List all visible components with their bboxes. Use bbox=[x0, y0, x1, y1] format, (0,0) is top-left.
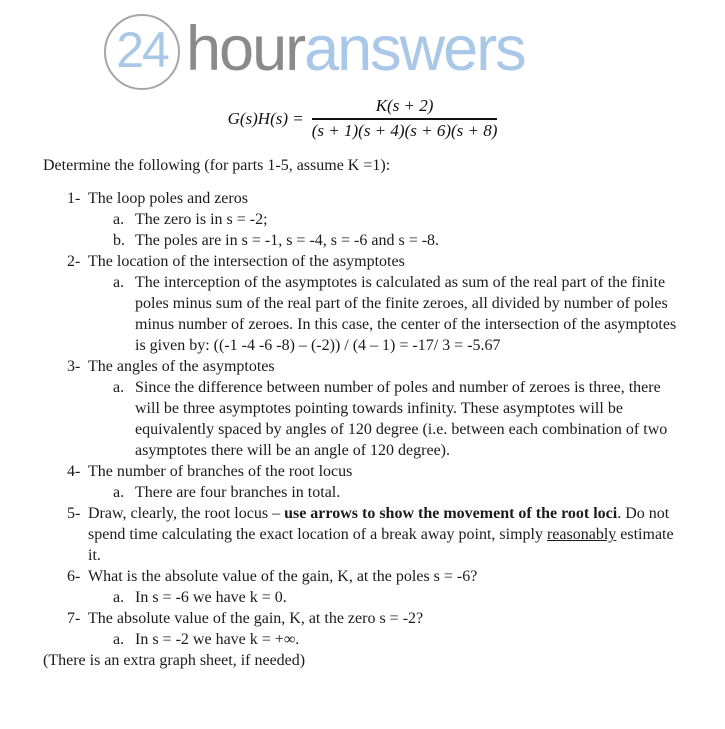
list-item-3 bbox=[0, 356, 725, 377]
logo-circle bbox=[104, 14, 180, 90]
list-item-5 bbox=[0, 503, 725, 566]
list-marker: 6- bbox=[67, 568, 81, 585]
list-item-7a bbox=[0, 629, 725, 650]
list-text: The absolute value of the gain, K, at the zero s = -2? bbox=[88, 610, 424, 627]
equation-lhs: G(s)H(s) = bbox=[227, 108, 304, 128]
list-item-4a bbox=[0, 482, 725, 503]
text-segment: . Do not spend time calculating the exact location of a break away point, simply bbox=[88, 505, 670, 543]
logo-24houranswers bbox=[104, 10, 725, 94]
list-text: In s = -2 we have k = +∞. bbox=[135, 631, 300, 648]
logo-wordmark bbox=[186, 13, 525, 87]
logo-word-hour: hour bbox=[186, 13, 305, 84]
list-text-rich bbox=[88, 503, 676, 566]
list-marker: 4- bbox=[67, 463, 81, 480]
list-item-2 bbox=[0, 251, 725, 272]
list-text: There are four branches in total. bbox=[135, 484, 341, 501]
list-text: Since the difference between number of poles and number of zeroes is three, there will be three asymptotes pointing towards infinity. These asymptotes will be equivalently spaced by angles of 120 degree (i.e. between each combination of two asymptotes there will be an angle of 120 degree). bbox=[135, 379, 668, 459]
intro-instruction: Determine the following (for parts 1-5, assume K =1): bbox=[43, 157, 391, 174]
list-text: The loop poles and zeros bbox=[88, 190, 248, 207]
footer-note: (There is an extra graph sheet, if needed) bbox=[43, 652, 306, 669]
list-text: In s = -6 we have k = 0. bbox=[135, 589, 287, 606]
list-marker: a. bbox=[113, 484, 125, 501]
list-marker: a. bbox=[113, 589, 125, 606]
equation-fraction bbox=[312, 96, 498, 141]
list-marker: a. bbox=[113, 631, 125, 648]
list-marker: a. bbox=[113, 274, 125, 291]
text-segment-underlined: reasonably bbox=[546, 526, 617, 543]
text-segment-bold: use arrows to show the movement of the root loci bbox=[284, 505, 618, 522]
document-page bbox=[0, 10, 725, 729]
list-text: The zero is in s = -2; bbox=[135, 211, 268, 228]
list-item-6 bbox=[0, 566, 725, 587]
list-marker: 7- bbox=[67, 610, 81, 627]
logo-word-answers: answers bbox=[304, 13, 525, 84]
fraction-denominator: (s + 1)(s + 4)(s + 6)(s + 8) bbox=[311, 121, 498, 140]
logo-number-24: 24 bbox=[116, 22, 168, 78]
list-text: The number of branches of the root locus bbox=[88, 463, 353, 480]
list-marker: 5- bbox=[67, 505, 81, 522]
list-marker: b. bbox=[113, 232, 125, 249]
question-list bbox=[0, 188, 725, 650]
list-marker: 1- bbox=[67, 190, 81, 207]
list-text: The interception of the asymptotes is calculated as sum of the real part of the finite poles minus sum of the real part of the finite zeroes, all divided by number of poles minus number of zeroes. In this case, the center of the intersection of the asymptotes is given by: ((-1 -4 -6 -8) – (-2)) / (4 – 1) = -17/ 3 = -5.67 bbox=[135, 274, 677, 354]
list-item-7 bbox=[0, 608, 725, 629]
list-item-6a bbox=[0, 587, 725, 608]
list-marker: 3- bbox=[67, 358, 81, 375]
list-item-1b bbox=[0, 230, 725, 251]
list-item-2a bbox=[0, 272, 725, 356]
text-segment: estimate it. bbox=[88, 526, 674, 564]
list-marker: 2- bbox=[67, 253, 81, 270]
transfer-function-equation bbox=[0, 96, 725, 141]
text-segment: Draw, clearly, the root locus – bbox=[88, 505, 285, 522]
fraction-numerator: K(s + 2) bbox=[312, 96, 498, 120]
list-item-1a bbox=[0, 209, 725, 230]
list-marker: a. bbox=[113, 211, 125, 228]
list-item-3a bbox=[0, 377, 725, 461]
list-text: The poles are in s = -1, s = -4, s = -6 and s = -8. bbox=[135, 232, 440, 249]
list-marker: a. bbox=[113, 379, 125, 396]
list-item-1 bbox=[0, 188, 725, 209]
list-text: What is the absolute value of the gain, K, at the poles s = -6? bbox=[88, 568, 478, 585]
list-item-4 bbox=[0, 461, 725, 482]
list-text: The location of the intersection of the asymptotes bbox=[88, 253, 405, 270]
list-text: The angles of the asymptotes bbox=[88, 358, 275, 375]
